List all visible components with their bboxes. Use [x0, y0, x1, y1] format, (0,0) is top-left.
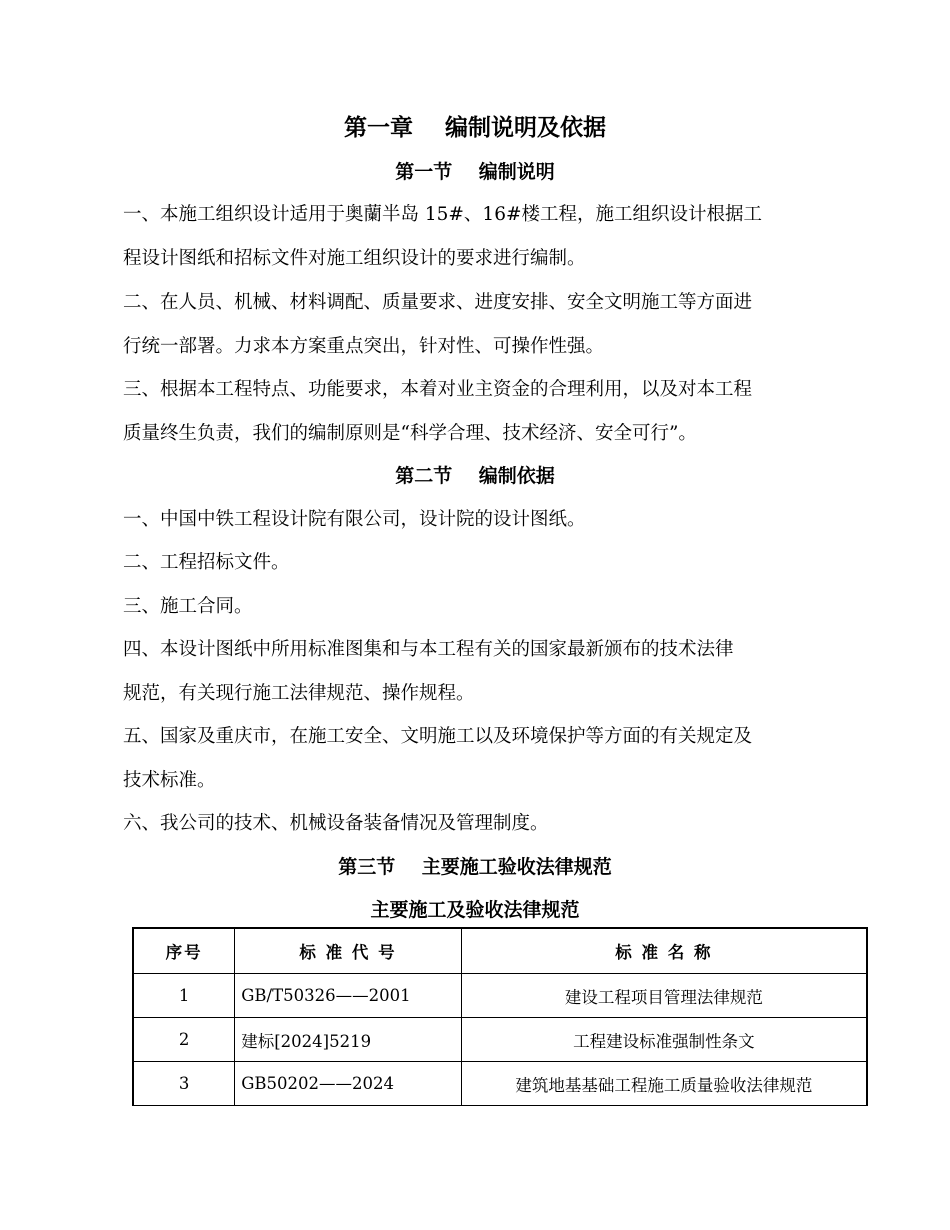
chapter-title: 第一章 编制说明及依据 [343, 115, 607, 141]
list-item-line: 五、国家及重庆市，在施工安全、文明施工以及环境保护等方面的有关规定及 [123, 726, 753, 747]
paragraph [123, 368, 863, 456]
list-item-line: 六、我公司的技术、机械设备装备情况及管理制度。 [123, 813, 549, 834]
list-item-line: 规范，有关现行施工法律规范、操作规程。 [123, 683, 475, 704]
paragraph-line: 程设计图纸和招标文件对施工组织设计的要求进行编制。 [123, 248, 586, 269]
table-title: 主要施工及验收法律规范 [370, 899, 580, 921]
paragraph-line: 一、本施工组织设计适用于奥蘭半岛 15#、16#楼工程，施工组织设计根据工 [123, 204, 762, 225]
table-header-row [133, 928, 867, 974]
column-header-index: 序号 [133, 928, 235, 974]
list-item [123, 498, 863, 542]
paragraph [123, 281, 863, 369]
list-item [123, 715, 863, 803]
paragraph-line: 行统一部署。力求本方案重点突出，针对性、可操作性强。 [123, 336, 605, 357]
list-item-line: 三、施工合同。 [123, 596, 253, 617]
section-title-1: 第一节 编制说明 [395, 161, 555, 183]
cell-code: 建标[2024]5219 [235, 1018, 462, 1062]
list-item [123, 541, 863, 585]
cell-name: 建筑地基基础工程施工质量验收法律规范 [461, 1062, 867, 1106]
cell-code: GB/T50326——2001 [235, 974, 462, 1018]
list-item-line: 二、工程招标文件。 [123, 552, 290, 573]
list-item-line: 一、中国中铁工程设计院有限公司，设计院的设计图纸。 [123, 509, 586, 530]
list-item-line: 四、本设计图纸中所用标准图集和与本工程有关的国家最新颁布的技术法律 [123, 639, 734, 660]
paragraph [123, 193, 863, 281]
paragraph-line: 二、在人员、机械、材料调配、质量要求、进度安排、安全文明施工等方面进 [123, 292, 753, 313]
table-row [133, 1062, 867, 1106]
paragraph-line: 三、根据本工程特点、功能要求，本着对业主资金的合理利用，以及对本工程 [123, 379, 753, 400]
section-title-3: 第三节 主要施工验收法律规范 [338, 856, 612, 878]
list-item [123, 802, 863, 846]
cell-code: GB50202——2024 [235, 1062, 462, 1106]
standards-table [132, 927, 868, 1106]
paragraph-line: 质量终生负责，我们的编制原则是“科学合理、技术经济、安全可行”。 [123, 423, 697, 444]
list-item-line: 技术标准。 [123, 770, 216, 791]
section-title-2: 第二节 编制依据 [395, 465, 555, 487]
list-item [123, 585, 863, 629]
list-item [123, 628, 863, 716]
table-row [133, 974, 867, 1018]
cell-index: 2 [133, 1018, 235, 1062]
column-header-code: 标 准 代 号 [235, 928, 462, 974]
cell-name: 工程建设标准强制性条文 [461, 1018, 867, 1062]
table-row [133, 1018, 867, 1062]
column-header-name: 标 准 名 称 [461, 928, 867, 974]
cell-name: 建设工程项目管理法律规范 [461, 974, 867, 1018]
cell-index: 1 [133, 974, 235, 1018]
cell-index: 3 [133, 1062, 235, 1106]
